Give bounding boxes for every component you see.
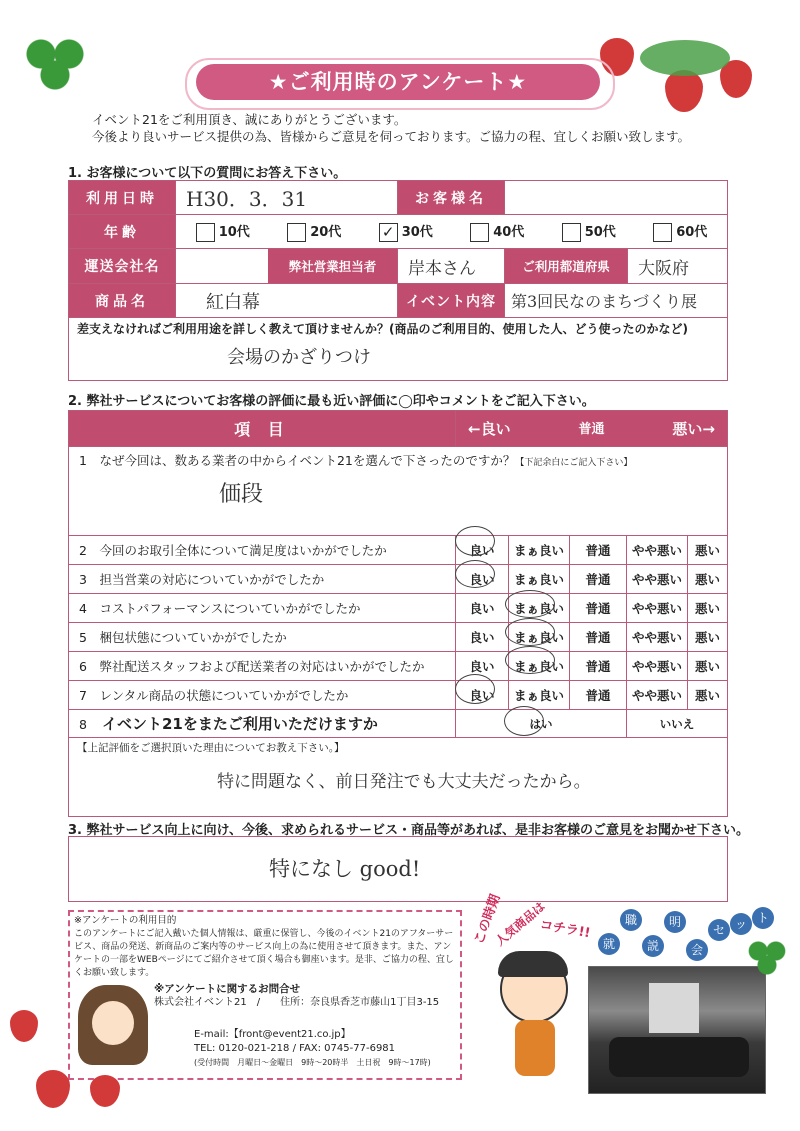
contact-email[interactable]: E-mail:【front@event21.co.jp】 — [194, 1029, 351, 1040]
age-option[interactable]: 10代 — [196, 221, 250, 242]
rating-fairly-good[interactable]: まぁ良い — [509, 623, 570, 652]
reason-label: 【上記評価をご選択頂いた理由についてお教え下さい。】 — [77, 742, 345, 754]
rating-good[interactable]: 良い — [456, 623, 509, 652]
strawberry-decoration — [665, 70, 703, 112]
section3-answer-box — [68, 836, 728, 902]
mascot-illustration — [500, 955, 568, 1023]
table-row — [69, 623, 728, 652]
rating-bad[interactable]: 悪い — [688, 594, 728, 623]
strawberry-decoration — [36, 1070, 70, 1108]
rating-fairly-good[interactable]: まぁ良い — [509, 594, 570, 623]
rating-fairly-good[interactable]: まぁ良い — [509, 681, 570, 710]
rating-normal[interactable]: 普通 — [570, 565, 627, 594]
usage-answer[interactable]: 会場のかざりつけ — [227, 347, 371, 368]
rating-good[interactable]: 良い — [456, 565, 509, 594]
clover-decoration — [745, 935, 789, 975]
q8-yes[interactable]: はい — [456, 710, 627, 738]
table-row — [69, 652, 728, 681]
question-7: 7 レンタル商品の状態についていかがでしたか — [69, 681, 456, 710]
table-row — [69, 710, 728, 738]
promo-text-2: 人気商品は — [492, 899, 548, 949]
q8-no[interactable]: いいえ — [627, 710, 728, 738]
checkbox[interactable] — [287, 223, 306, 242]
usage-question-cell — [69, 318, 728, 381]
rating-bad[interactable]: 悪い — [688, 652, 728, 681]
q1-cell — [69, 447, 728, 536]
question-4: 4 コストパフォーマンスについていかがでしたか — [69, 594, 456, 623]
rating-good[interactable]: 良い — [456, 536, 509, 565]
rating-bad[interactable]: 悪い — [688, 536, 728, 565]
date-label: 利用日時 — [69, 181, 176, 215]
answer-circle — [455, 674, 495, 704]
age-option-checked[interactable]: ✓ 30代 — [379, 221, 433, 242]
staff-label: 弊社営業担当者 — [268, 249, 397, 283]
rating-fairly-good[interactable]: まぁ良い — [509, 536, 570, 565]
checkbox[interactable] — [470, 223, 489, 242]
question-6: 6 弊社配送スタッフおよび配送業者の対応はいかがでしたか — [69, 652, 456, 681]
rating-normal[interactable]: 普通 — [570, 652, 627, 681]
mascot-body — [515, 1020, 555, 1076]
strawberry-decoration — [10, 1010, 38, 1042]
age-option[interactable]: 50代 — [562, 221, 616, 242]
age-option[interactable]: 20代 — [287, 221, 341, 242]
answer-circle — [505, 590, 555, 618]
prefecture-field[interactable]: 大阪府 — [628, 249, 728, 284]
leaf-decoration — [640, 40, 730, 76]
page-title: ★ご利用時のアンケート★ — [196, 64, 600, 100]
answer-circle — [505, 618, 555, 646]
section3-heading: 3. 弊社サービス向上に向け、今後、求められるサービス・商品等があれば、是非お客様のご意見をお聞かせ下さい。 — [68, 823, 749, 838]
company-name: 株式会社イベント21 — [154, 997, 247, 1008]
set-char: 職 — [620, 909, 642, 931]
set-char: 就 — [598, 933, 620, 955]
date-field[interactable]: H30．3．31 — [176, 181, 398, 215]
rating-fairly-bad[interactable]: やや悪い — [627, 594, 688, 623]
answer-circle — [455, 560, 495, 588]
set-char: セ — [708, 919, 730, 941]
rating-fairly-bad[interactable]: やや悪い — [627, 623, 688, 652]
prefecture-label: ご利用都道府県 — [505, 249, 628, 284]
promo-text-3: コチラ!! — [538, 917, 592, 942]
event-label: イベント内容 — [398, 284, 505, 318]
product-label: 商品名 — [69, 284, 176, 318]
operator-illustration — [78, 985, 148, 1065]
q1-answer[interactable]: 価段 — [219, 482, 264, 507]
purpose-text: このアンケートにご記入戴いた個人情報は、厳重に保管し、今後のイベント21のアフターサービス、商品の発送、新商品のご案内等のサービス向上の為に使用させて頂きます。また、アンケートの一部をWEBページにてご紹介させて頂く場合も御座います。是非、ご協力の程、宜しくお願い致します。 — [74, 929, 454, 978]
purpose-title: ※アンケートの利用目的 — [74, 915, 177, 926]
col-item-header: 項 目 — [69, 411, 456, 447]
col-bad-header: 悪い→ — [672, 420, 715, 438]
rating-fairly-bad[interactable]: やや悪い — [627, 681, 688, 710]
q1-text: 1 なぜ今回は、数ある業者の中からイベント21を選んで下さったのですか？ — [79, 453, 516, 468]
rating-fairly-good[interactable]: まぁ良い — [509, 652, 570, 681]
reason-cell — [69, 738, 728, 817]
table-row — [69, 594, 728, 623]
usage-question: 差支えなければご利用用途を詳しく教えて頂けませんか？(商品のご利用目的、使用した人、どう使ったのかなど) — [77, 322, 688, 336]
staff-field[interactable]: 岸本さん — [398, 249, 505, 284]
carrier-label: 運送会社名 — [69, 249, 176, 284]
clover-decoration — [20, 30, 90, 90]
rating-good[interactable]: 良い — [456, 681, 509, 710]
table-row — [69, 565, 728, 594]
intro-line-2: 今後より良いサービス提供の為、皆様からご意見を伺っております。ご協力の程、宜しくお願い致します。 — [92, 129, 691, 144]
rating-fairly-bad[interactable]: やや悪い — [627, 565, 688, 594]
question-5: 5 梱包状態についていかがでしたか — [69, 623, 456, 652]
checkbox[interactable] — [562, 223, 581, 242]
answer-circle — [504, 706, 544, 736]
section3-answer[interactable]: 特になし good! — [269, 857, 421, 881]
question-8: 8 イベント21をまたご利用いただけますか — [69, 710, 456, 738]
section2-heading: 2. 弊社サービスについてお客様の評価に最も近い評価に◯印やコメントをご記入下さい。 — [68, 394, 595, 409]
question-3: 3 担当営業の対応についていかがでしたか — [69, 565, 456, 594]
rating-normal[interactable]: 普通 — [570, 623, 627, 652]
event-photo — [588, 966, 766, 1094]
set-char: 会 — [686, 939, 708, 961]
carrier-field[interactable] — [176, 249, 268, 283]
carrier-staff-row — [176, 249, 398, 284]
col-normal-header: 普通 — [578, 422, 605, 437]
answer-circle — [505, 646, 555, 674]
age-option[interactable]: 60代 — [653, 221, 707, 242]
promo-text-1: この時期 — [471, 892, 504, 947]
table-row — [69, 536, 728, 565]
rating-fairly-good[interactable]: まぁ良い — [509, 565, 570, 594]
set-char: 明 — [664, 911, 686, 933]
set-char: 説 — [642, 935, 664, 957]
rating-good[interactable]: 良い — [456, 594, 509, 623]
age-options — [176, 215, 728, 249]
rating-scale-header — [456, 411, 728, 447]
section2-table — [68, 410, 728, 817]
rating-fairly-bad[interactable]: やや悪い — [627, 652, 688, 681]
q1-note: 【下記余白にご記入下さい】 — [515, 458, 633, 468]
section1-heading: 1. お客様について以下の質問にお答え下さい。 — [68, 166, 347, 181]
set-char: ッ — [730, 913, 752, 935]
event-field[interactable]: 第3回民なのまちづくり展 — [505, 284, 728, 318]
answer-circle — [455, 526, 495, 556]
rating-good[interactable]: 良い — [456, 652, 509, 681]
rating-bad[interactable]: 悪い — [688, 565, 728, 594]
contact-tel: TEL: 0120-021-218 / FAX: 0745-77-6981 — [194, 1043, 396, 1054]
intro-line-1: イベント21をご利用頂き、誠にありがとうございます。 — [92, 112, 407, 127]
rating-bad[interactable]: 悪い — [688, 623, 728, 652]
set-char: ト — [752, 907, 774, 929]
reason-answer[interactable]: 特に問題なく、前日発注でも大丈夫だったから。 — [217, 772, 591, 792]
checkbox[interactable] — [196, 223, 215, 242]
rating-normal[interactable]: 普通 — [570, 681, 627, 710]
age-label: 年齢 — [69, 215, 176, 249]
section1-form — [68, 180, 728, 381]
customer-field[interactable] — [505, 181, 728, 215]
rating-normal[interactable]: 普通 — [570, 594, 627, 623]
strawberry-decoration — [90, 1075, 120, 1107]
table-row — [69, 681, 728, 710]
checkbox[interactable] — [653, 223, 672, 242]
customer-label: お客様名 — [398, 181, 505, 215]
rating-normal[interactable]: 普通 — [570, 536, 627, 565]
contact-title: ※アンケートに関するお問合せ — [154, 983, 301, 995]
checkbox-checked[interactable]: ✓ — [379, 223, 398, 242]
product-field[interactable]: 紅白幕 — [176, 284, 398, 318]
col-good-header: ←良い — [468, 420, 511, 438]
contact-hours: (受付時間 月曜日～金曜日 9時～20時半 土日祝 9時～17時) — [194, 1058, 431, 1067]
age-option[interactable]: 40代 — [470, 221, 524, 242]
company-address: / 住所：奈良県香芝市藤山1丁目3-15 — [256, 997, 440, 1008]
rating-bad[interactable]: 悪い — [688, 681, 728, 710]
question-2: 2 今回のお取引全体について満足度はいかがでしたか — [69, 536, 456, 565]
rating-fairly-bad[interactable]: やや悪い — [627, 536, 688, 565]
